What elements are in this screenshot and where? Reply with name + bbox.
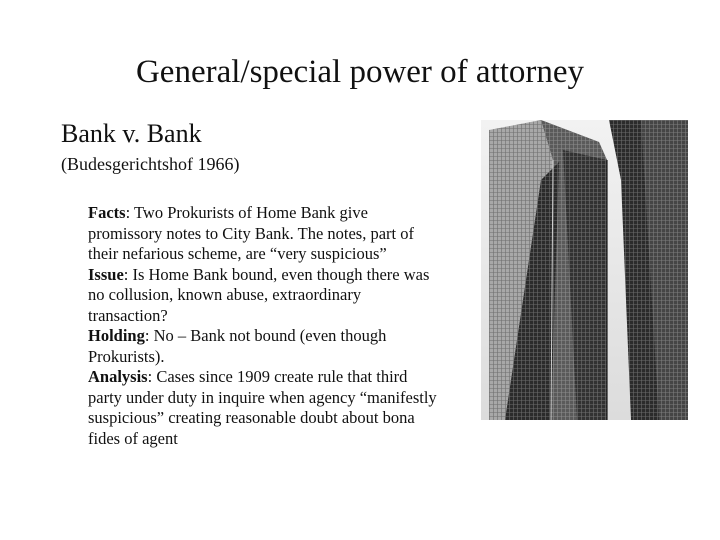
facts-text: : Two Prokurists of Home Bank give promissory notes to City Bank. The notes, part of their nefarious scheme, are “very suspicious”: [88, 203, 414, 263]
analysis-label: Analysis: [88, 367, 148, 386]
case-summary: [88, 203, 443, 449]
facts-paragraph: [88, 203, 443, 265]
twin-towers-image: [481, 120, 688, 420]
holding-text: : No – Bank not bound (even though Prokurists).: [88, 326, 387, 366]
analysis-paragraph: [88, 367, 443, 449]
case-name: Bank v. Bank: [61, 119, 202, 148]
court-citation: (Budesgerichtshof 1966): [61, 154, 240, 174]
issue-label: Issue: [88, 264, 124, 284]
skyscraper-photo: [481, 120, 688, 420]
holding-paragraph: [88, 326, 443, 367]
analysis-text: : Cases since 1909 create rule that third party under duty in inquire when agency “manifestly suspicious” creating reasonable doubt about bona fides of agent: [88, 367, 437, 448]
issue-paragraph: [88, 265, 443, 327]
issue-text: : Is Home Bank bound, even though there was no collusion, known abuse, extraordinary transaction?: [88, 264, 430, 325]
slide-title: General/special power of attorney: [135, 54, 585, 90]
holding-label: Holding: [88, 326, 145, 345]
facts-label: Facts: [88, 203, 126, 222]
